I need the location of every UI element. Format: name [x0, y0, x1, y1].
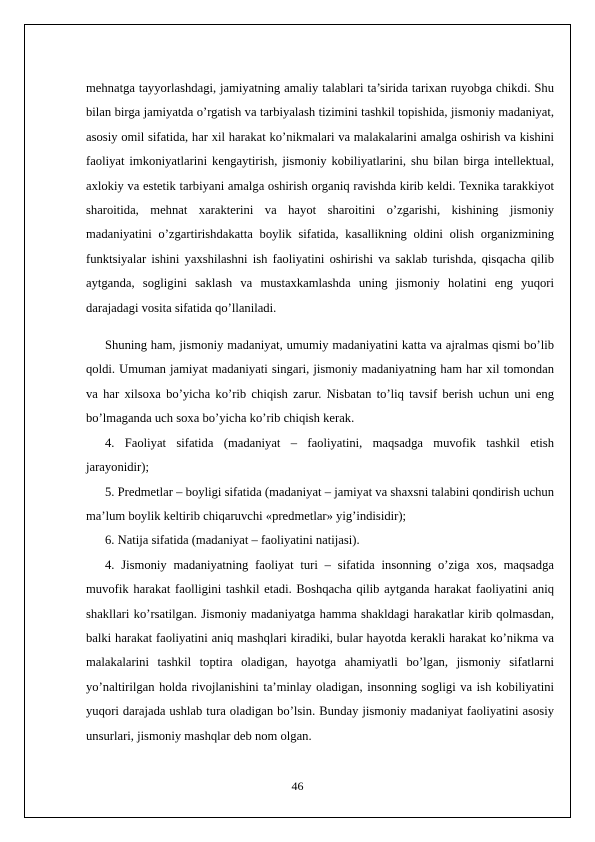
document-body	[86, 76, 554, 748]
page-number: 46	[291, 779, 304, 793]
paragraph-activity-type: 4. Jismoniy madaniyatning faoliyat turi – sifatida insonning o’ziga xos, maqsadga muvofik harakat faolligini tashkil etadi. Boshqacha qilib aytganda harakat faoliyatini aniq shakllari ko’rsatilgan. Jismoniy madaniyatga hamma shakldagi harakatlar kirib qolmasdan, balki harakat faoliyatini aniq mashqlari kiradiki, bular hayotda kerakli harakat ko’nikma va malakalarini tashkil toptira oladigan, hayotga ahamiyatli bo’lgan, jismoniy sifatlarni yo’naltirilgan holda rivojlanishini ta’minlay oladigan, insonning sogligi va ish kobiliyatini yuqori darajada ushlab tura oladigan bo’lsin. Bunday jismoniy madaniyat faoliyatini asosiy unsurlari, jismoniy mashqlar deb nom olgan.	[86, 557, 554, 743]
paragraph-continuation: mehnatga tayyorlashdagi, jamiyatning amaliy talablari ta’sirida tarixan ruyobga chikdi. Shu bilan birga jamiyatda o’rgatish va tarbiyalash tizimini tashkil topishida, jismoniy madaniyat, asosiy omil sifatida, har xil harakat ko’nikmalari va malakalarini amalga oshirish va kishini faoliyat imkoniyatlarini kengaytirish, jismoniy kobiliyatlarini, shu bilan birga intellektual, axlokiy va estetik tarbiyani amalga oshirish organiq ravishda kirib keldi. Texnika tarakkiyot sharoitida, mehnat xarakterini va hayot sharoitini o’zgarishi, kishining jismoniy madaniyatini o’zgartirishdakatta boylik sifatida, kasallikning oldini olish organizmining funktsiyalar ishini yaxshilashni ish faoliyatini oshirishi va saklab turishda, qisqacha qilib aytganda, sogligini saklash va mustaxkamlashda uning jismoniy holatini eng yuqori darajadagi vosita sifatida qo’llaniladi.	[86, 81, 554, 315]
paragraph-gap	[86, 320, 554, 333]
list-item-activity: 4. Faoliyat sifatida (madaniyat – faoliyatini, maqsadga muvofik tashkil etish jarayonidir);	[86, 435, 554, 475]
paragraph-physical-culture: Shuning ham, jismoniy madaniyat, umumiy madaniyatini katta va ajralmas qismi bo’lib qoldi. Umuman jamiyat madaniyati singari, jismoniy madaniyatning ham har xil tomondan va har xilsoxa bo’yicha ko’rib chiqish zarur. Nisbatan to’liq tavsif berish uchun uni eng bo’lmaganda uch soxa bo’yicha ko’rib chiqish kerak.	[86, 338, 554, 426]
list-item-result: 6. Natija sifatida (madaniyat – faoliyatini natijasi).	[105, 533, 360, 548]
list-item-objects: 5. Predmetlar – boyligi sifatida (madaniyat – jamiyat va shaxsni talabini qondirish uchun ma’lum boylik keltirib chiqaruvchi «predmetlar» yig’indisidir);	[86, 484, 554, 523]
